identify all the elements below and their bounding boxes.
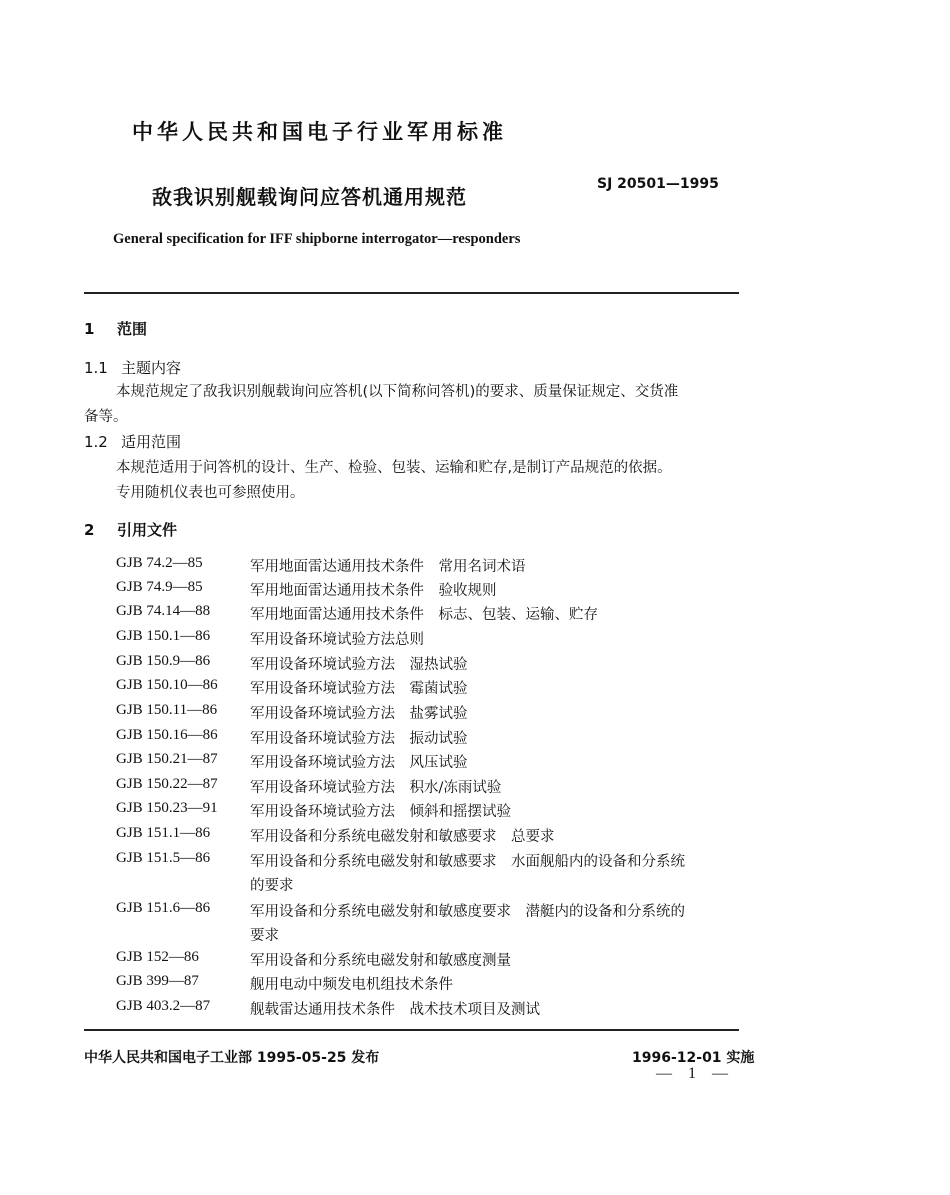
reference-code: GJB 74.14—88 [116, 603, 211, 619]
reference-title: 军用设备环境试验方法 积水/冻雨试验 [250, 780, 502, 796]
reference-code: GJB 74.2—85 [116, 555, 203, 571]
reference-title-continuation: 的要求 [250, 878, 294, 894]
publisher-line: 中华人民共和国电子工业部 1995-05-25 发布 [84, 1050, 380, 1066]
reference-code: GJB 74.9—85 [116, 579, 203, 595]
reference-code: GJB 150.22—87 [116, 776, 218, 792]
reference-title: 军用地面雷达通用技术条件 验收规则 [250, 583, 497, 599]
section-1-2-number: 1.2 [84, 433, 108, 451]
section-2-title: 引用文件 [117, 521, 178, 539]
section-1-1-title: 主题内容 [121, 359, 182, 377]
section-1-title: 范围 [117, 320, 148, 338]
reference-code: GJB 150.11—86 [116, 702, 218, 718]
reference-title: 军用设备环境试验方法 倾斜和摇摆试验 [250, 804, 511, 820]
reference-title: 军用设备环境试验方法总则 [250, 632, 424, 648]
section-1-1-heading [84, 357, 181, 378]
reference-code: GJB 150.9—86 [116, 653, 211, 669]
reference-title: 舰用电动中频发电机组技术条件 [250, 977, 453, 993]
reference-title: 舰载雷达通用技术条件 战术技术项目及测试 [250, 1002, 540, 1018]
reference-code: GJB 403.2—87 [116, 998, 211, 1014]
effective-date: 1996-12-01 实施 [632, 1050, 755, 1066]
reference-title: 军用设备环境试验方法 湿热试验 [250, 657, 468, 673]
section-1-2-heading [84, 431, 181, 452]
top-divider [84, 292, 739, 294]
reference-code: GJB 150.23—91 [116, 800, 218, 816]
reference-code: GJB 152—86 [116, 949, 199, 965]
document-title-en: General specification for IFF shipborne interrogator—responders [113, 231, 521, 247]
section-2-number: 2 [84, 521, 95, 539]
section-1-1-text-line1: 本规范规定了敌我识别舰载询问应答机(以下简称问答机)的要求、质量保证规定、交货准 [116, 384, 679, 400]
reference-title: 军用设备和分系统电磁发射和敏感度测量 [250, 953, 511, 969]
section-2-heading [84, 519, 177, 540]
reference-title: 军用设备和分系统电磁发射和敏感要求 水面舰船内的设备和分系统 [250, 854, 685, 870]
section-1-2-text-line2: 专用随机仪表也可参照使用。 [116, 485, 305, 501]
section-1-1-number: 1.1 [84, 359, 108, 377]
reference-title: 军用设备环境试验方法 振动试验 [250, 731, 468, 747]
reference-code: GJB 151.6—86 [116, 900, 211, 916]
section-1-2-title: 适用范围 [121, 433, 182, 451]
reference-code: GJB 150.21—87 [116, 751, 218, 767]
reference-title: 军用设备环境试验方法 霉菌试验 [250, 681, 468, 697]
reference-code: GJB 150.16—86 [116, 727, 218, 743]
org-title: 中华人民共和国电子行业军用标准 [132, 120, 507, 144]
reference-title: 军用设备环境试验方法 风压试验 [250, 755, 468, 771]
bottom-divider [84, 1029, 739, 1031]
reference-title-continuation: 要求 [250, 928, 279, 944]
reference-title: 军用地面雷达通用技术条件 常用名词术语 [250, 559, 526, 575]
section-1-number: 1 [84, 320, 95, 338]
section-1-1-text-line2: 备等。 [84, 409, 128, 425]
section-1-heading [84, 318, 147, 339]
page-number: — 1 — [656, 1065, 734, 1082]
reference-code: GJB 150.10—86 [116, 677, 218, 693]
section-1-2-text-line1: 本规范适用于问答机的设计、生产、检验、包装、运输和贮存,是制订产品规范的依据。 [116, 460, 672, 476]
reference-code: GJB 399—87 [116, 973, 199, 989]
reference-title: 军用设备和分系统电磁发射和敏感度要求 潜艇内的设备和分系统的 [250, 904, 685, 920]
reference-code: GJB 151.1—86 [116, 825, 211, 841]
reference-title: 军用地面雷达通用技术条件 标志、包装、运输、贮存 [250, 607, 598, 623]
reference-title: 军用设备和分系统电磁发射和敏感要求 总要求 [250, 829, 555, 845]
reference-code: GJB 151.5—86 [116, 850, 211, 866]
reference-code: GJB 150.1—86 [116, 628, 211, 644]
document-number: SJ 20501—1995 [597, 176, 719, 192]
document-title-cn: 敌我识别舰载询问应答机通用规范 [152, 185, 467, 209]
reference-title: 军用设备环境试验方法 盐雾试验 [250, 706, 468, 722]
